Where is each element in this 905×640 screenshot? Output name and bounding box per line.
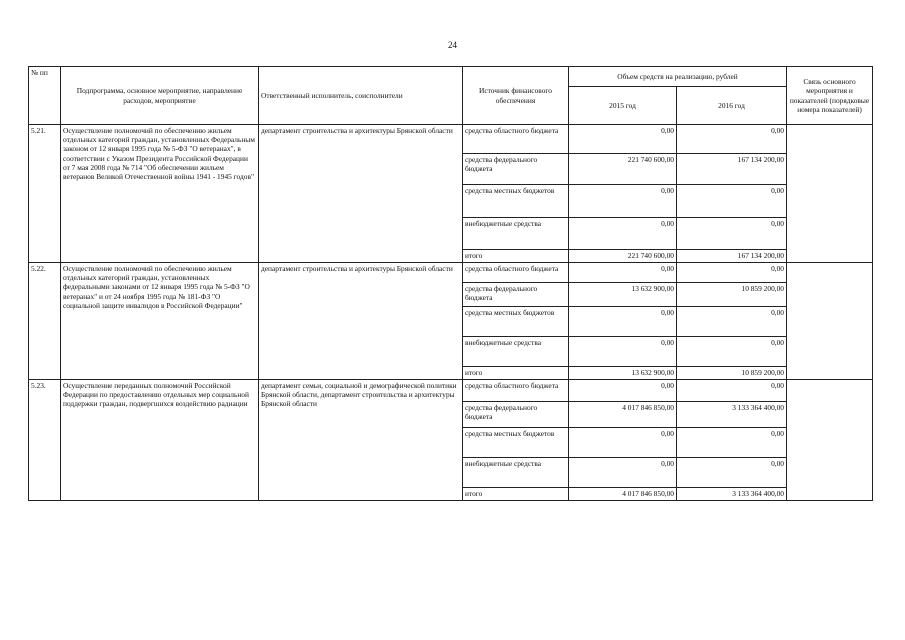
indicator-link: [787, 380, 873, 501]
item-executor: департамент семьи, социальной и демографической политики Брянской области, департамент строительства и архитектуры Брянской области: [259, 380, 463, 501]
item-number: 5.22.: [29, 263, 61, 380]
funding-source: внебюджетные средства: [463, 218, 569, 250]
funding-source-total: итого: [463, 250, 569, 263]
header-num: № пп: [29, 67, 61, 125]
amount-2015: 0,00: [569, 428, 677, 458]
header-executor: Ответственный исполнитель, соисполнители: [259, 67, 463, 125]
funding-source: внебюджетные средства: [463, 337, 569, 367]
funding-source: средства областного бюджета: [463, 263, 569, 283]
amount-2016-total: 167 134 200,00: [677, 250, 787, 263]
funding-source: внебюджетные средства: [463, 458, 569, 488]
funding-source: средства федерального бюджета: [463, 402, 569, 428]
amount-2015: 0,00: [569, 185, 677, 218]
amount-2016-total: 3 133 364 400,00: [677, 488, 787, 501]
header-source: Источник финансового обеспечения: [463, 67, 569, 125]
amount-2015: 0,00: [569, 337, 677, 367]
amount-2015: 0,00: [569, 307, 677, 337]
amount-2015: 221 740 600,00: [569, 154, 677, 185]
amount-2015: 0,00: [569, 380, 677, 402]
amount-2016: 0,00: [677, 185, 787, 218]
amount-2016: 0,00: [677, 337, 787, 367]
budget-table: [28, 66, 873, 501]
amount-2016: 10 859 200,00: [677, 283, 787, 307]
item-program: Осуществление переданных полномочий Российской Федерации по предоставлению отдельных мер социальной поддержки граждан, подвергшихся воздействию радиации: [61, 380, 259, 501]
item-executor: департамент строительства и архитектуры Брянской области: [259, 263, 463, 380]
funding-source: средства местных бюджетов: [463, 428, 569, 458]
funding-source: средства федерального бюджета: [463, 283, 569, 307]
item-number: 5.21.: [29, 125, 61, 263]
table-row: [29, 263, 873, 283]
amount-2016: 0,00: [677, 125, 787, 154]
amount-2016: 0,00: [677, 307, 787, 337]
item-executor: департамент строительства и архитектуры Брянской области: [259, 125, 463, 263]
amount-2015-total: 221 740 600,00: [569, 250, 677, 263]
amount-2015-total: 13 632 900,00: [569, 367, 677, 380]
item-number: 5.23.: [29, 380, 61, 501]
page-number: 24: [448, 40, 457, 50]
funding-source: средства федерального бюджета: [463, 154, 569, 185]
item-program: Осуществление полномочий по обеспечению жильем отдельных категорий граждан, установленных федеральными законами от 12 января 1995 года № 5-ФЗ "О ветеранах" и от 24 ноября 1995 года № 181-ФЗ "О социальной защите инвалидов в Российской Федерации": [61, 263, 259, 380]
funding-source: средства областного бюджета: [463, 125, 569, 154]
indicator-link: [787, 125, 873, 263]
funding-source: средства местных бюджетов: [463, 307, 569, 337]
amount-2016: 0,00: [677, 380, 787, 402]
amount-2015: 0,00: [569, 125, 677, 154]
header-program: Подпрограмма, основное мероприятие, направление расходов, мероприятие: [61, 67, 259, 125]
header-funds: Объем средств на реализацию, рублей: [569, 67, 787, 87]
amount-2016-total: 10 859 200,00: [677, 367, 787, 380]
table-body: [29, 125, 873, 501]
amount-2016: 0,00: [677, 458, 787, 488]
amount-2015: 0,00: [569, 458, 677, 488]
amount-2016: 3 133 364 400,00: [677, 402, 787, 428]
amount-2015: 4 017 846 850,00: [569, 402, 677, 428]
amount-2016: 0,00: [677, 218, 787, 250]
table-row: [29, 125, 873, 154]
amount-2015: 0,00: [569, 263, 677, 283]
amount-2016: 167 134 200,00: [677, 154, 787, 185]
funding-source: средства областного бюджета: [463, 380, 569, 402]
amount-2015: 13 632 900,00: [569, 283, 677, 307]
amount-2016: 0,00: [677, 428, 787, 458]
amount-2015-total: 4 017 846 850,00: [569, 488, 677, 501]
amount-2016: 0,00: [677, 263, 787, 283]
item-program: Осуществление полномочий по обеспечению жильем отдельных категорий граждан, установленных Федеральным законом от 12 января 1995 года № 5-ФЗ "О ветеранах", в соответствии с Указом Президента Российской Федерации от 7 мая 2008 года № 714 "Об обеспечении жильем ветеранов Великой Отечественной войны 1941 - 1945 годов": [61, 125, 259, 263]
header-link: Связь основного мероприятия и показателей (порядковые номера показателей): [787, 67, 873, 125]
funding-source: средства местных бюджетов: [463, 185, 569, 218]
header-year-2015: 2015 год: [569, 87, 677, 125]
amount-2015: 0,00: [569, 218, 677, 250]
header-year-2016: 2016 год: [677, 87, 787, 125]
table-row: [29, 380, 873, 402]
funding-source-total: итого: [463, 367, 569, 380]
indicator-link: [787, 263, 873, 380]
funding-source-total: итого: [463, 488, 569, 501]
